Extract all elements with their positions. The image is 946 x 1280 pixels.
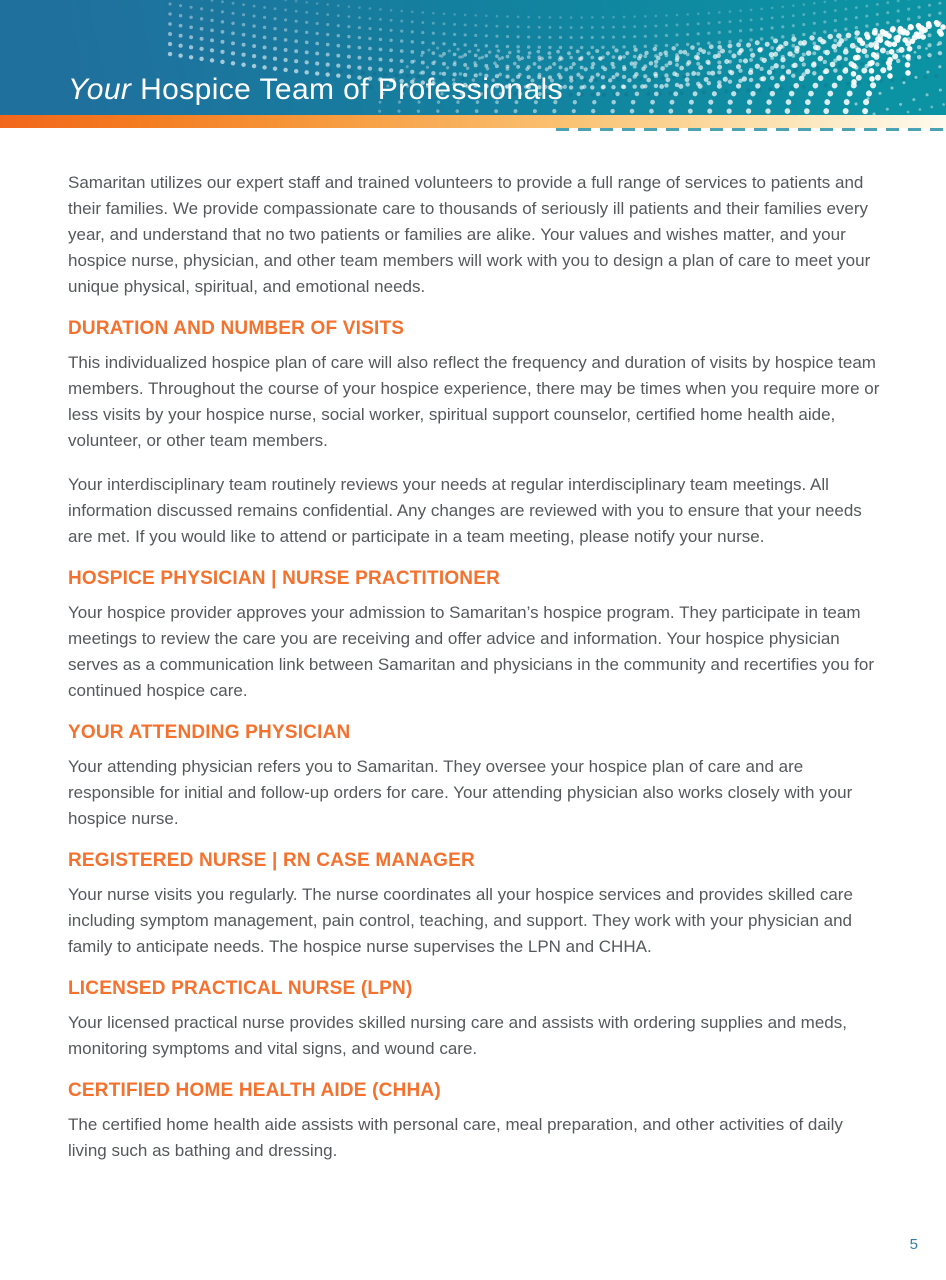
page-number: 5 bbox=[909, 1236, 918, 1253]
section-duration-and-number-of-visits bbox=[68, 318, 880, 550]
section-heading: DURATION AND NUMBER OF VISITS bbox=[68, 318, 405, 339]
accent-stripe bbox=[0, 115, 946, 128]
section-paragraph: Your hospice provider approves your admission to Samaritan’s hospice program. They participate in team meetings to review the care you are receiving and offer advice and information. Your hospice physician serves as a communication link between Samaritan and physicians in the community and recertifies you for continued hospice care. bbox=[68, 603, 874, 700]
section-heading: LICENSED PRACTICAL NURSE (LPN) bbox=[68, 978, 413, 999]
page-title-text: Hospice Team of Professionals bbox=[140, 73, 563, 106]
stripe-dash-pattern bbox=[556, 128, 946, 131]
section-licensed-practical-nurse bbox=[68, 978, 880, 1062]
section-heading: YOUR ATTENDING PHYSICIAN bbox=[68, 722, 351, 743]
section-heading: HOSPICE PHYSICIAN | NURSE PRACTITIONER bbox=[68, 568, 501, 589]
section-certified-home-health-aide bbox=[68, 1080, 880, 1164]
page-banner bbox=[0, 0, 946, 115]
section-paragraph: The certified home health aide assists with personal care, meal preparation, and other activities of daily living such as bathing and dressing. bbox=[68, 1115, 843, 1160]
section-paragraph: Your interdisciplinary team routinely reviews your needs at regular interdisciplinary team meetings. All information discussed remains confidential. Any changes are reviewed with you to ensure that your needs are met. If you would like to attend or participate in a team meeting, please notify your nurse. bbox=[68, 475, 862, 546]
section-heading: CERTIFIED HOME HEALTH AIDE (CHHA) bbox=[68, 1080, 441, 1101]
section-heading: REGISTERED NURSE | RN CASE MANAGER bbox=[68, 850, 475, 871]
section-paragraph: Your licensed practical nurse provides skilled nursing care and assists with ordering supplies and meds, monitoring symptoms and vital signs, and wound care. bbox=[68, 1013, 847, 1058]
page-title-emphasis: Your bbox=[68, 73, 132, 106]
section-paragraph: This individualized hospice plan of care will also reflect the frequency and duration of visits by hospice team members. Throughout the course of your hospice experience, there may be times when you require more or less visits by your hospice nurse, social worker, spiritual support counselor, certified home health aide, volunteer, or other team members. bbox=[68, 353, 880, 450]
section-hospice-physician-nurse-practitioner bbox=[68, 568, 880, 704]
page-content bbox=[68, 170, 880, 1182]
section-paragraph: Your nurse visits you regularly. The nurse coordinates all your hospice services and provides skilled care including symptom management, pain control, teaching, and support. They work with your physician and family to anticipate needs. The hospice nurse supervises the LPN and CHHA. bbox=[68, 885, 853, 956]
page-title bbox=[68, 73, 563, 107]
section-your-attending-physician bbox=[68, 722, 880, 832]
section-registered-nurse-rn-case-manager bbox=[68, 850, 880, 960]
section-paragraph: Your attending physician refers you to Samaritan. They oversee your hospice plan of care and are responsible for initial and follow-up orders for care. Your attending physician also works closely with your hospice nurse. bbox=[68, 757, 853, 828]
intro-paragraph: Samaritan utilizes our expert staff and trained volunteers to provide a full range of services to patients and their families. We provide compassionate care to thousands of seriously ill patients and their families every year, and understand that no two patients or families are alike. Your values and wishes matter, and your hospice nurse, physician, and other team members will work with you to design a plan of care to meet your unique physical, spiritual, and emotional needs. bbox=[68, 173, 871, 296]
